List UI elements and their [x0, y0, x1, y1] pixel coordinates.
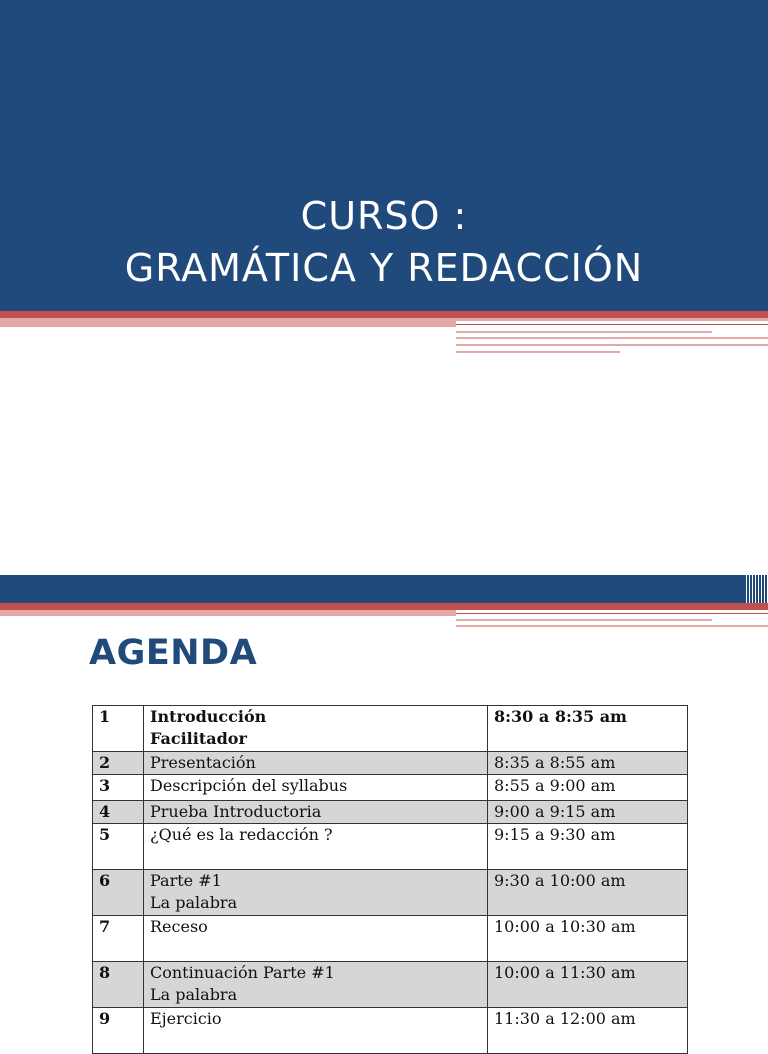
row-item: Descripción del syllabus [144, 775, 488, 801]
row-item: Ejercicio [144, 1008, 488, 1054]
title-line-2: GRAMÁTICA Y REDACCIÓN [124, 246, 644, 290]
stripe-thin [456, 625, 768, 627]
table-row [93, 962, 688, 1008]
row-number: 3 [93, 775, 144, 801]
row-time: 11:30 a 12:00 am [488, 1008, 688, 1054]
stripe-red [0, 603, 768, 610]
stripe-pink [0, 321, 456, 327]
row-item: Receso [144, 916, 488, 962]
table-row [93, 775, 688, 801]
banner-tick-marks [746, 575, 768, 603]
table-row [93, 916, 688, 962]
row-time: 9:30 a 10:00 am [488, 870, 688, 916]
agenda-banner [0, 575, 768, 603]
row-time: 9:15 a 9:30 am [488, 824, 688, 870]
row-item [144, 870, 488, 916]
row-number: 6 [93, 870, 144, 916]
row-item-line: Parte #1 [150, 871, 222, 890]
table-row [93, 752, 688, 775]
row-item: ¿Qué es la redacción ? [144, 824, 488, 870]
row-number: 7 [93, 916, 144, 962]
stripe-thin [456, 324, 768, 325]
row-number: 2 [93, 752, 144, 775]
table-row [93, 870, 688, 916]
row-item-line: La palabra [150, 893, 238, 912]
stripe-thin [456, 351, 620, 353]
title-line-1: CURSO : [300, 194, 468, 238]
row-item [144, 962, 488, 1008]
row-item-line: Introducción [150, 707, 267, 726]
row-number: 5 [93, 824, 144, 870]
stripe-thin [456, 619, 712, 621]
stripe-red [0, 311, 768, 318]
row-item: Prueba Introductoria [144, 801, 488, 824]
stripe-thin [456, 337, 768, 339]
table-row [93, 801, 688, 824]
row-item-line: La palabra [150, 985, 238, 1004]
agenda-heading: AGENDA [89, 633, 258, 673]
row-time: 10:00 a 10:30 am [488, 916, 688, 962]
agenda-slide [0, 575, 768, 1028]
stripe-thin [456, 331, 712, 333]
table-row [93, 1008, 688, 1054]
table-row [93, 706, 688, 752]
row-number: 8 [93, 962, 144, 1008]
stripe-pink [0, 610, 456, 616]
row-item-line: Continuación Parte #1 [150, 963, 335, 982]
row-item-line: Facilitador [150, 729, 247, 748]
row-number: 4 [93, 801, 144, 824]
row-number: 1 [93, 706, 144, 752]
row-item [144, 706, 488, 752]
row-number: 9 [93, 1008, 144, 1054]
slide-title [0, 190, 768, 294]
row-time: 8:30 a 8:35 am [488, 706, 688, 752]
agenda-table [92, 705, 688, 1054]
row-item: Presentación [144, 752, 488, 775]
stripe-thin [456, 613, 768, 614]
row-time: 8:55 a 9:00 am [488, 775, 688, 801]
row-time: 8:35 a 8:55 am [488, 752, 688, 775]
table-row [93, 824, 688, 870]
row-time: 10:00 a 11:30 am [488, 962, 688, 1008]
stripe-thin [456, 344, 768, 346]
row-time: 9:00 a 9:15 am [488, 801, 688, 824]
